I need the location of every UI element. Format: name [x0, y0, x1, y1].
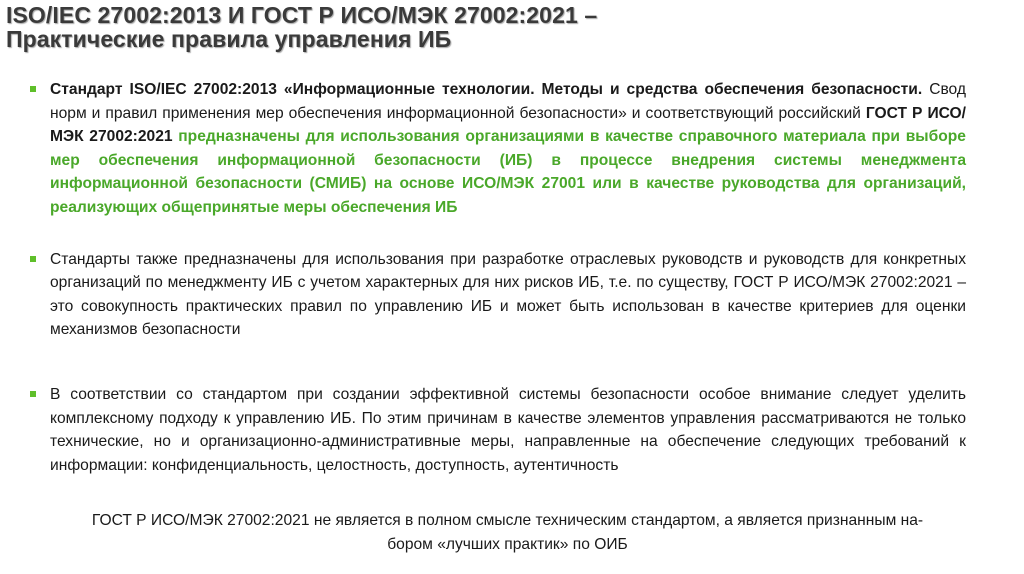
bullet-2-text: Стандарты также предназначены для использования при разработке отраслевых руководств и руководств для конкретных организаций по менеджменту ИБ с учетом характерных для них рисков ИБ, т.е. по существу, ГОСТ Р ИСО/МЭК 27002:2021 – это совокупность практических правил по управлению ИБ и может быть использован в качестве критериев для оценки механизмов безопасности [50, 250, 966, 339]
bullet-1-text: Свод норм и правил применения мер обеспечения информационной безопасности» и соответствующий российский [50, 81, 966, 122]
slide-title-line2: Практические правила управления ИБ [6, 26, 452, 52]
slide-title-line1: ISO/IEC 27002:2013 И ГОСТ Р ИСО/МЭК 27002:2021 – [6, 2, 598, 28]
bullet-1-purpose-highlight: предназначены для использования организациями в качестве справочного материала при выборе мер обеспечения информационной безопасности (ИБ) в процессе внедрения системы менеджмента информационной безопасности (СМИБ) на основе ИСО/МЭК 27001 или в качестве руководства для организаций, реализующих общепринятые меры обеспечения ИБ [50, 128, 966, 216]
bullet-item-2 [28, 248, 966, 342]
bullet-3-text: В соответствии со стандартом при создании эффективной системы безопасности особое внимание следует уделить комплексному подходу к управлению ИБ. По этим причинам в качестве элементов управления рассматриваются не только технические, но и организационно-административные меры, направленные на обеспечение следующих требований к информации: конфиденциальность, целостность, доступность, аутентичность [50, 385, 966, 474]
bullet-square-icon [30, 256, 36, 262]
bullet-1-standard-name: Стандарт ISO/IEC 27002:2013 «Информационные технологии. Методы и средства обеспечения безопасности. [50, 81, 923, 98]
bullet-list [28, 78, 966, 477]
bullet-square-icon [30, 86, 36, 92]
bullet-square-icon [30, 391, 36, 397]
slide-title [6, 3, 1006, 51]
bullet-1-gost-name: ГОСТ Р ИСО/МЭК 27002:2021 [50, 104, 966, 146]
footer-note [30, 509, 985, 557]
footer-line1: ГОСТ Р ИСО/МЭК 27002:2021 не является в полном смысле техническим стандартом, а является признанным на- [91, 512, 924, 529]
bullet-item-1 [28, 78, 966, 220]
bullet-item-3 [28, 383, 966, 477]
footer-line2: бором «лучших практик» по ОИБ [387, 536, 628, 553]
